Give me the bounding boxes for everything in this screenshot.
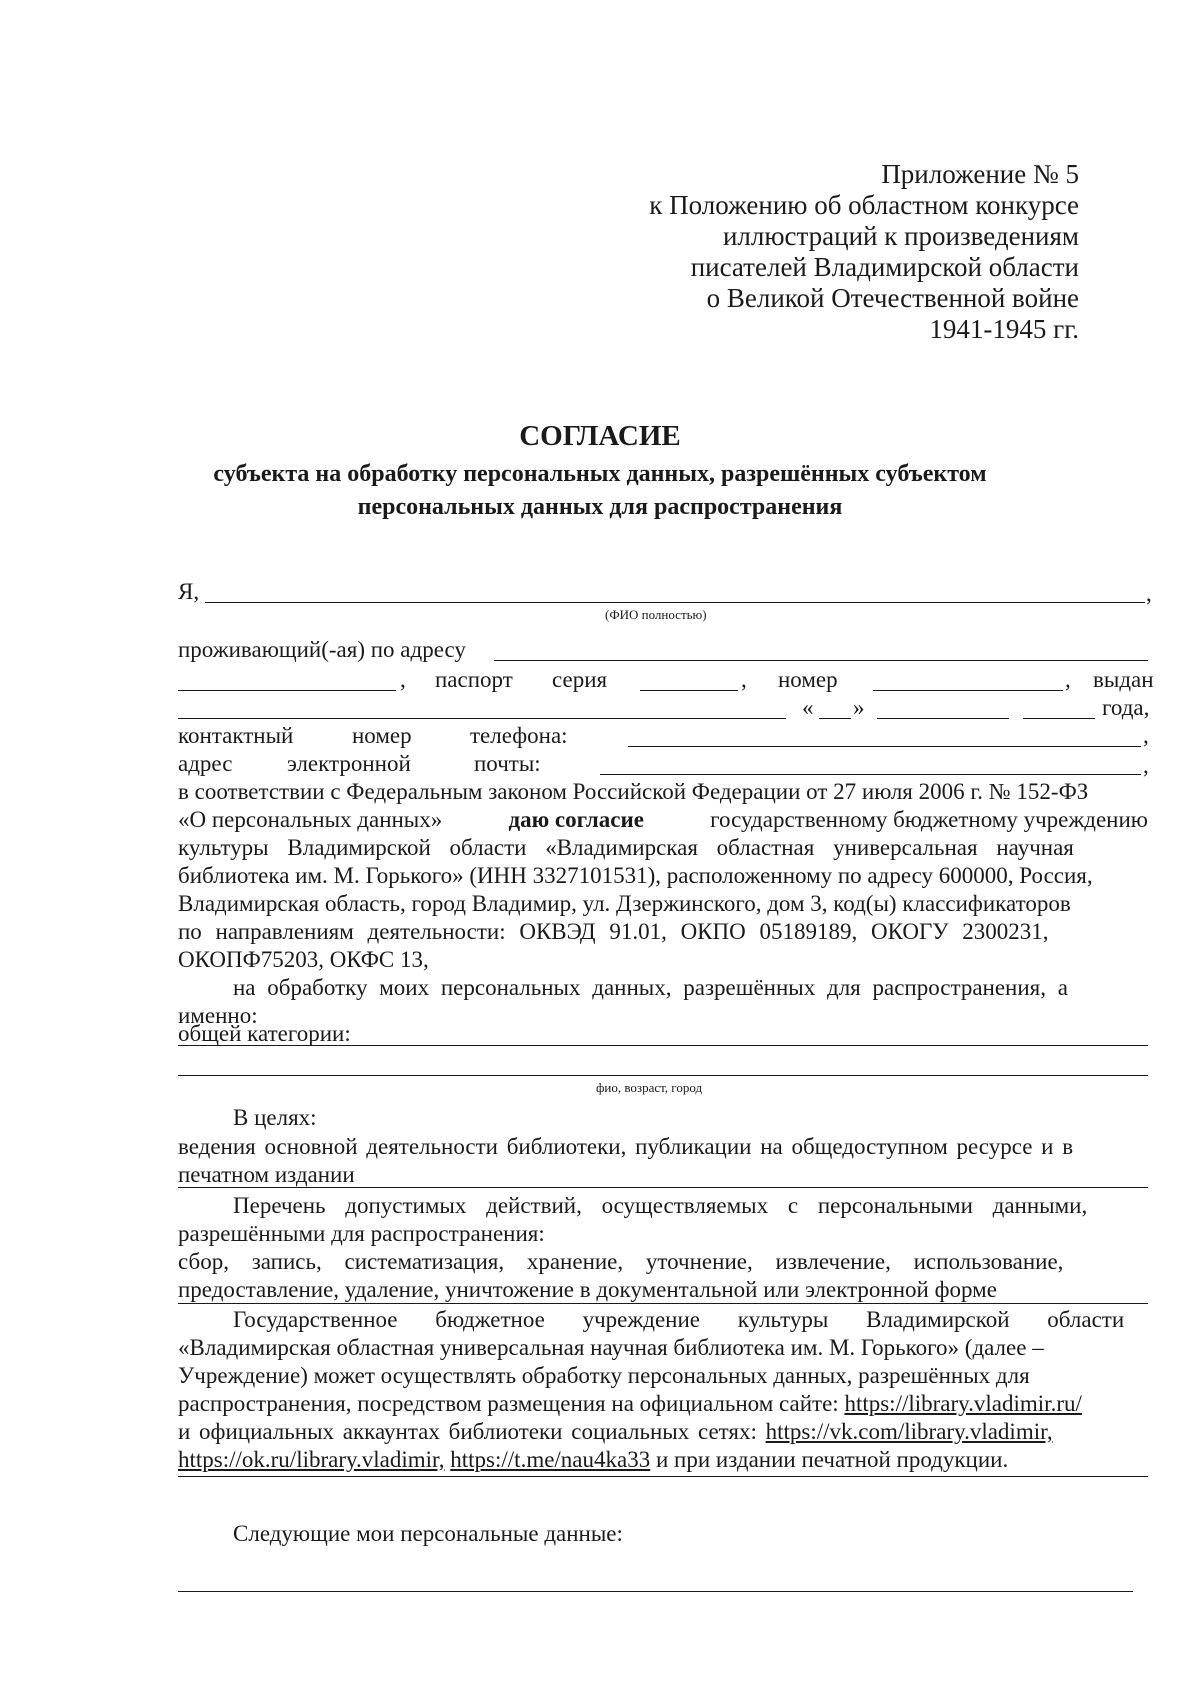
actions-line: предоставление, удаление, уничтожение в документальной или электронной форме bbox=[178, 1277, 997, 1302]
institution-line bbox=[178, 1390, 1148, 1418]
institution-line: «Владимирская областная универсальная научная библиотека им. М. Горького» (далее – bbox=[178, 1335, 1044, 1360]
ok-link[interactable]: https://ok.ru/library.vladimir, bbox=[178, 1447, 445, 1472]
purpose-label: В целях: bbox=[233, 1105, 317, 1130]
telegram-link[interactable]: https://t.me/nau4ka33 bbox=[450, 1447, 651, 1472]
header-line: 1941-1945 гг. bbox=[929, 314, 1079, 344]
body-line bbox=[178, 806, 1148, 834]
comma: , bbox=[1143, 753, 1149, 778]
number-label: номер bbox=[778, 667, 838, 692]
phone-label-2: номер bbox=[352, 723, 412, 748]
phone-field[interactable] bbox=[628, 746, 1141, 747]
body-line: Владимирская область, город Владимир, ул. Дзержинского, дом 3, код(ы) классификаторов bbox=[178, 891, 1071, 916]
actions-underline bbox=[178, 1303, 1148, 1304]
purpose-underline bbox=[178, 1187, 1148, 1188]
year-label: года, bbox=[1102, 695, 1150, 720]
issue-day-field[interactable] bbox=[819, 718, 851, 719]
institution-line: Государственное бюджетное учреждение культуры Владимирской области bbox=[233, 1307, 1125, 1332]
purpose-text: ведения основной деятельности библиотеки, публикации на общедоступном ресурсе и в bbox=[178, 1134, 1074, 1159]
institution-line bbox=[178, 1418, 1148, 1446]
date-open-quote: « bbox=[802, 695, 814, 720]
following-field[interactable] bbox=[178, 1591, 1133, 1592]
document-header bbox=[649, 159, 1079, 345]
email-label-2: электронной bbox=[287, 751, 411, 776]
date-close-quote: » bbox=[853, 695, 865, 720]
comma: , bbox=[741, 667, 747, 692]
law-title: «О персональных данных» bbox=[178, 807, 443, 832]
issue-month-field[interactable] bbox=[877, 718, 1009, 719]
address-label: проживающий(-ая) по адресу bbox=[178, 637, 466, 662]
address-field[interactable] bbox=[494, 660, 1148, 661]
fio-hint: (ФИО полностью) bbox=[605, 607, 707, 622]
issued-by-field[interactable] bbox=[178, 718, 786, 719]
actions-block bbox=[178, 1192, 1148, 1304]
vk-link[interactable]: https://vk.com/library.vladimir, bbox=[765, 1419, 1053, 1444]
header-line: писателей Владимирской области bbox=[690, 252, 1079, 282]
following-label: Следующие мои персональные данные: bbox=[233, 1521, 623, 1546]
comma: , bbox=[1143, 723, 1149, 748]
fio-field[interactable] bbox=[205, 602, 1145, 603]
category-hint: фио, возраст, город bbox=[596, 1080, 703, 1095]
institution-line bbox=[178, 1446, 1148, 1474]
institution-underline bbox=[178, 1476, 1148, 1477]
institution-block bbox=[178, 1306, 1148, 1474]
body-line: по направлениям деятельности: ОКВЭД 91.01, ОКПО 05189189, ОКОГУ 2300231, bbox=[178, 919, 1049, 944]
comma: , bbox=[400, 667, 406, 692]
category-field[interactable] bbox=[178, 1045, 1148, 1046]
ya-label: Я, bbox=[178, 579, 200, 604]
header-line: к Положению об областном конкурсе bbox=[649, 190, 1079, 220]
consent-body bbox=[178, 778, 1148, 1030]
passport-series-field[interactable] bbox=[640, 690, 738, 691]
institution-text: и при издании печатной продукции. bbox=[655, 1447, 1009, 1472]
institution-line: Учреждение) может осуществлять обработку персональных данных, разрешённых для bbox=[178, 1363, 1030, 1388]
consent-phrase: даю согласие bbox=[508, 807, 644, 832]
phone-label-1: контактный bbox=[178, 723, 294, 748]
subtitle-line: персональных данных для распространения bbox=[357, 494, 843, 520]
address-continuation-field[interactable] bbox=[178, 690, 396, 691]
issued-label: выдан bbox=[1093, 667, 1154, 692]
subtitle-line: субъекта на обработку персональных данных, разрешённых субъектом bbox=[213, 461, 987, 487]
email-label-1: адрес bbox=[178, 751, 233, 776]
document-subtitle bbox=[0, 458, 1200, 524]
library-site-link[interactable]: https://library.vladimir.ru/ bbox=[844, 1391, 1082, 1416]
category-field-2[interactable] bbox=[178, 1075, 1148, 1076]
series-label: серия bbox=[552, 667, 608, 692]
institution-text: распространения, посредством размещения на официальном сайте: bbox=[178, 1391, 839, 1416]
header-line: иллюстраций к произведениям bbox=[722, 221, 1079, 251]
actions-line: разрешёнными для распространения: bbox=[178, 1221, 545, 1246]
email-label-3: почты: bbox=[474, 751, 541, 776]
passport-label: паспорт bbox=[435, 667, 513, 692]
fio-comma: , bbox=[1146, 581, 1152, 606]
document-title: СОГЛАСИЕ bbox=[519, 420, 681, 452]
body-text: государственному бюджетному учреждению bbox=[710, 807, 1148, 832]
comma: , bbox=[1065, 667, 1071, 692]
body-line: библиотека им. М. Горького» (ИНН 3327101531), расположенному по адресу 600000, Россия, bbox=[178, 863, 1093, 888]
body-line: ОКОПФ75203, ОКФС 13, bbox=[178, 947, 429, 972]
body-line: в соответствии с Федеральным законом Российской Федерации от 27 июля 2006 г. № 152-ФЗ bbox=[178, 779, 1089, 804]
actions-line: Перечень допустимых действий, осуществляемых с персональными данными, bbox=[233, 1193, 1088, 1218]
actions-line: сбор, запись, систематизация, хранение, уточнение, извлечение, использование, bbox=[178, 1249, 1064, 1274]
category-label: общей категории: bbox=[178, 1021, 351, 1046]
header-line: Приложение № 5 bbox=[881, 159, 1079, 189]
phone-label-3: телефона: bbox=[470, 723, 568, 748]
body-line: именно: bbox=[178, 1003, 258, 1028]
email-field[interactable] bbox=[600, 774, 1141, 775]
passport-number-field[interactable] bbox=[873, 690, 1063, 691]
body-line: на обработку моих персональных данных, разрешённых для распространения, а bbox=[233, 975, 1068, 1000]
purpose-text: печатном издании bbox=[178, 1162, 355, 1187]
body-line: культуры Владимирской области «Владимирская областная универсальная научная bbox=[178, 835, 1074, 860]
issue-year-field[interactable] bbox=[1023, 718, 1095, 719]
institution-text: и официальных аккаунтах библиотеки социальных сетях: bbox=[178, 1419, 757, 1444]
header-line: о Великой Отечественной войне bbox=[706, 283, 1079, 313]
